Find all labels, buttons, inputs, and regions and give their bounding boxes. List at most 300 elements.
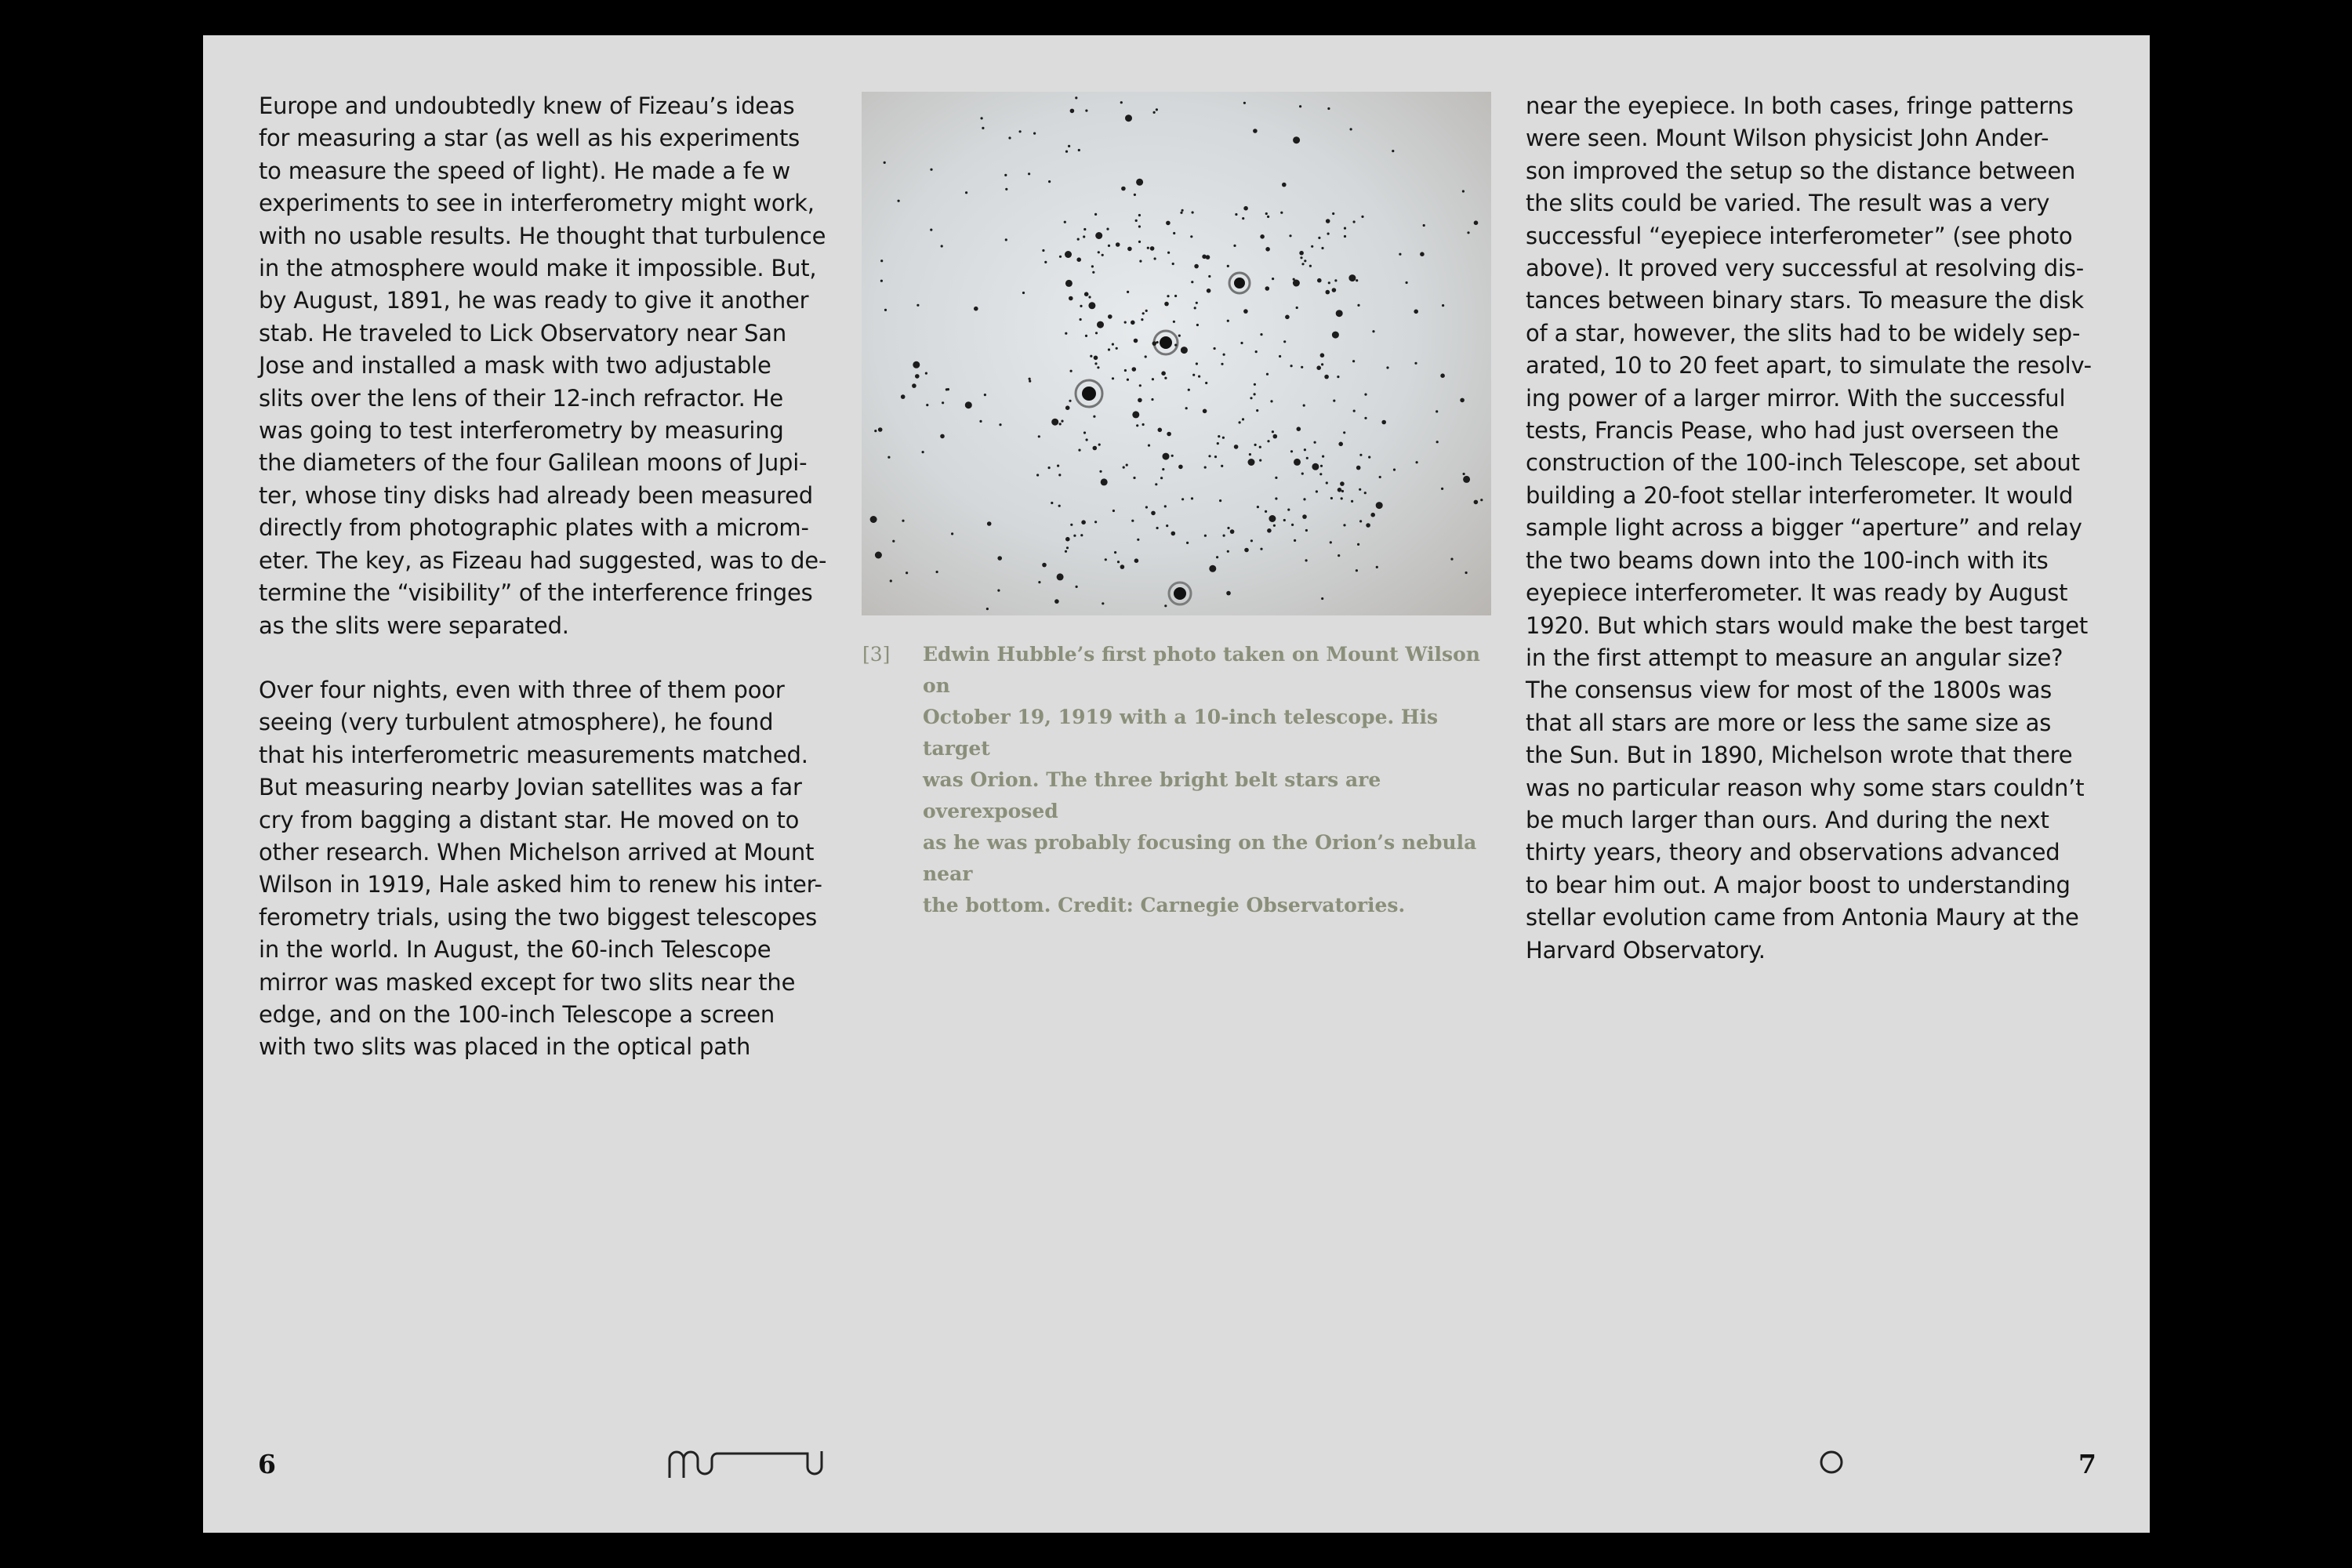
star-dot	[1359, 488, 1361, 491]
star-dot	[1227, 527, 1229, 529]
star-dot	[1296, 307, 1298, 309]
star-dot	[1172, 263, 1174, 265]
star-dot	[1028, 172, 1030, 175]
star-dot	[1348, 274, 1356, 281]
star-dot	[1133, 477, 1135, 479]
star-dot	[1321, 363, 1323, 365]
star-dot	[965, 401, 972, 408]
star-dot	[1085, 335, 1087, 337]
star-dot	[1216, 556, 1218, 558]
star-dot	[1094, 521, 1097, 523]
star-dot	[1202, 255, 1207, 260]
star-dot	[880, 260, 883, 262]
star-dot	[1068, 145, 1070, 147]
star-dot	[1132, 411, 1139, 418]
star-dot	[1097, 366, 1099, 368]
star-dot	[1192, 374, 1195, 376]
star-dot	[1301, 473, 1304, 475]
star-dot	[1191, 497, 1193, 499]
star-dot	[1138, 214, 1141, 216]
star-dot	[1094, 362, 1097, 365]
star-dot	[1270, 400, 1272, 402]
star-dot	[1088, 302, 1095, 309]
star-dot	[1290, 450, 1293, 452]
star-dot	[1054, 599, 1059, 604]
star-dot	[1338, 488, 1342, 492]
star-dot	[1156, 527, 1159, 529]
star-dot	[1164, 302, 1169, 307]
star-dot	[1138, 225, 1141, 227]
publisher-logo-mark	[668, 1448, 829, 1479]
star-dot	[1204, 535, 1207, 537]
star-dot	[1305, 529, 1308, 532]
star-dot	[1208, 455, 1210, 457]
star-dot	[1320, 465, 1323, 467]
star-dot	[1301, 263, 1304, 265]
star-dot	[1065, 550, 1067, 553]
star-dot	[1392, 150, 1394, 152]
star-dot	[1022, 292, 1025, 294]
star-dot	[1174, 344, 1177, 347]
star-dot	[1116, 242, 1120, 247]
star-dot	[1134, 194, 1136, 196]
star-dot	[1064, 221, 1066, 223]
star-dot	[1442, 304, 1444, 307]
star-dot	[1223, 535, 1225, 537]
star-dot	[1160, 477, 1163, 479]
star-dot	[1138, 241, 1141, 243]
star-dot	[1094, 356, 1098, 361]
star-dot	[1116, 347, 1118, 350]
star-dot	[1351, 500, 1353, 503]
star-dot	[1101, 478, 1108, 485]
star-dot	[930, 229, 932, 231]
star-dot	[1338, 554, 1340, 557]
star-dot	[1191, 281, 1193, 283]
star-dot	[1167, 252, 1170, 254]
star-dot	[1436, 441, 1439, 443]
star-dot	[1161, 371, 1166, 376]
star-dot	[1293, 280, 1300, 287]
star-dot	[1265, 247, 1270, 252]
star-dot	[1309, 265, 1312, 267]
star-dot	[1294, 539, 1296, 542]
star-dot	[1141, 318, 1143, 321]
star-dot	[1267, 528, 1272, 533]
star-dot	[1406, 281, 1408, 284]
star-dot	[1242, 217, 1244, 220]
star-dot	[1338, 442, 1343, 447]
star-dot	[1186, 542, 1189, 544]
star-dot	[1332, 212, 1334, 215]
star-dot	[1239, 421, 1241, 423]
star-dot	[1075, 96, 1077, 99]
star-dot	[1181, 209, 1184, 212]
star-dot	[1319, 473, 1322, 475]
star-dot	[1423, 224, 1425, 227]
star-dot	[1356, 569, 1358, 572]
star-dot	[1112, 377, 1114, 379]
star-dot	[1155, 483, 1157, 485]
star-dot	[1359, 454, 1362, 456]
star-dot	[1173, 321, 1175, 323]
star-dot	[1316, 490, 1318, 492]
star-dot	[1214, 456, 1217, 458]
orion-star-field-photo	[862, 92, 1491, 615]
star-dot	[1304, 448, 1306, 451]
star-dot	[1058, 474, 1061, 476]
star-dot	[1324, 375, 1329, 379]
star-dot	[1058, 505, 1061, 507]
figure-number: [3]	[862, 643, 891, 666]
star-dot	[1353, 410, 1356, 412]
star-dot	[1163, 453, 1170, 460]
star-dot	[1066, 546, 1069, 549]
star-dot	[1244, 548, 1249, 553]
star-dot	[1121, 187, 1126, 191]
star-dot	[1289, 234, 1291, 237]
star-dot	[987, 521, 992, 526]
star-dot	[1250, 397, 1252, 399]
star-dot	[1102, 602, 1104, 604]
star-dot	[1151, 398, 1153, 401]
star-dot	[1097, 321, 1104, 328]
star-dot	[1227, 265, 1229, 267]
star-dot	[1152, 341, 1157, 346]
star-dot	[1257, 506, 1259, 508]
star-dot	[901, 394, 906, 399]
star-dot	[974, 307, 978, 311]
star-dot	[1005, 238, 1007, 241]
star-dot	[1219, 499, 1221, 502]
star-dot	[1330, 497, 1333, 499]
star-dot	[1314, 441, 1316, 444]
star-dot	[1102, 254, 1104, 256]
star-dot	[1312, 463, 1319, 470]
star-dot	[1399, 253, 1401, 256]
star-dot	[1048, 466, 1051, 469]
star-dot	[1070, 524, 1073, 526]
star-dot	[1381, 420, 1386, 425]
star-dot	[1078, 449, 1080, 452]
star-dot	[1366, 523, 1370, 528]
star-dot	[1343, 431, 1345, 434]
star-dot	[1173, 232, 1175, 234]
star-dot	[1243, 206, 1248, 211]
star-dot	[1372, 330, 1374, 332]
star-dot	[1291, 524, 1294, 526]
star-dot	[875, 552, 882, 559]
star-dot	[1267, 440, 1269, 442]
star-dot	[1386, 366, 1388, 368]
star-dot	[1108, 245, 1110, 247]
star-dot	[1260, 333, 1262, 336]
star-dot	[1222, 437, 1225, 439]
star-dot	[1204, 466, 1207, 469]
star-dot	[1267, 216, 1269, 218]
star-dot	[1304, 260, 1306, 262]
right-page-number: 7	[2078, 1449, 2096, 1479]
star-dot	[1287, 509, 1290, 511]
star-dot	[1353, 220, 1356, 223]
star-dot	[1340, 481, 1345, 486]
star-dot	[1086, 438, 1088, 441]
star-dot	[1127, 247, 1132, 252]
star-dot	[1166, 221, 1171, 226]
star-dot	[1065, 280, 1073, 287]
star-dot	[1033, 132, 1036, 135]
figure-caption-text: Edwin Hubble’s first photo taken on Mount Wilson on October 19, 1919 with a 10-inch telescope. His target was Orion. The three bright belt stars are overexposed as he was probably focusing on the Orion’s nebula near the bottom. Credit: Carnegie Observatories.	[923, 643, 1480, 916]
star-dot	[1254, 393, 1256, 395]
star-dot	[942, 401, 944, 404]
star-dot	[1265, 212, 1268, 215]
star-dot	[965, 191, 967, 194]
star-dot	[1108, 314, 1112, 319]
book-spread	[203, 35, 2150, 1533]
star-dot	[1209, 565, 1216, 572]
star-dot	[915, 374, 920, 379]
star-dot	[1077, 238, 1080, 241]
star-dot	[1083, 235, 1085, 238]
star-dot	[1254, 444, 1257, 446]
star-dot	[1151, 511, 1156, 516]
star-dot	[1303, 405, 1305, 407]
star-dot	[1164, 505, 1167, 507]
star-dot	[1134, 558, 1139, 563]
star-dot	[1029, 380, 1031, 383]
star-dot	[1326, 481, 1328, 484]
star-dot	[1253, 129, 1258, 133]
star-dot	[1226, 591, 1231, 596]
star-dot	[1248, 459, 1255, 466]
star-dot	[930, 169, 932, 171]
star-dot	[1357, 543, 1359, 546]
star-dot	[1038, 581, 1040, 583]
star-dot	[1326, 219, 1330, 223]
star-dot	[1273, 524, 1276, 527]
star-dot	[1092, 271, 1094, 274]
star-dot	[1227, 320, 1229, 322]
star-dot	[1303, 498, 1305, 500]
star-dot	[1218, 435, 1220, 437]
star-dot	[1048, 180, 1051, 183]
star-dot	[916, 304, 919, 307]
star-dot	[1214, 347, 1216, 350]
star-dot	[1327, 107, 1330, 110]
star-dot	[1259, 459, 1261, 462]
star-dot	[1099, 470, 1102, 473]
star-dot	[1343, 524, 1345, 526]
star-dot	[1243, 102, 1246, 104]
star-dot	[1008, 136, 1011, 139]
star-dot	[1356, 466, 1361, 470]
star-dot	[1414, 310, 1418, 314]
star-dot	[1076, 586, 1078, 588]
star-dot	[1480, 499, 1483, 501]
star-dot	[1364, 394, 1367, 396]
star-dot	[1196, 324, 1199, 326]
star-dot	[1311, 245, 1313, 248]
star-dot	[1105, 558, 1107, 561]
star-dot	[913, 361, 920, 368]
star-dot	[1070, 109, 1075, 114]
right-text-column	[1526, 90, 2098, 967]
star-dot	[1321, 597, 1323, 600]
star-dot	[1150, 246, 1155, 251]
star-dot	[1474, 500, 1479, 505]
star-dot	[1332, 288, 1337, 292]
star-dot	[1084, 292, 1089, 296]
background-stars	[870, 96, 1483, 610]
star-dot	[1326, 290, 1330, 295]
star-dot	[884, 309, 887, 311]
star-dot	[1364, 492, 1367, 494]
star-dot	[1051, 502, 1053, 504]
star-dot	[1221, 363, 1223, 365]
star-dot	[1059, 256, 1062, 258]
star-dot	[1154, 257, 1156, 260]
star-dot	[922, 451, 924, 453]
star-dot	[1266, 373, 1269, 376]
star-dot	[902, 520, 904, 522]
star-dot	[1450, 558, 1453, 561]
star-dot	[1301, 366, 1303, 368]
star-dot	[1132, 367, 1137, 372]
left-paragraph-2: Over four nights, even with three of them poor seeing (very turbulent atmosphere), he found that his interferometric measurements matched. But measuring nearby Jovian satellites was a far cry from bagging a distant star. He moved on to other research. When Michelson arrived at Mount Wilson in 1919, Hale asked him to renew his inter- ferometry trials, using the two biggest telescopes in the world. In August, the 60-inch Telescope mirror was masked except for two slits near the edge, and on the 100-inch Telescope a screen with two slits was placed in the optical path	[259, 676, 822, 1061]
star-dot	[1356, 279, 1358, 281]
star-dot	[1078, 149, 1080, 151]
star-dot	[1260, 548, 1262, 550]
star-dot	[1234, 445, 1239, 449]
star-dot	[1305, 559, 1308, 561]
star-dot	[1327, 233, 1330, 235]
star-dot	[1145, 310, 1148, 312]
star-dot	[1249, 453, 1251, 456]
star-dot	[1080, 534, 1083, 536]
star-dot	[1416, 461, 1418, 463]
star-dot	[1139, 384, 1142, 387]
star-dot	[1352, 360, 1355, 362]
left-page-number: 6	[258, 1449, 276, 1479]
star-dot	[1361, 216, 1363, 218]
star-dot	[1194, 307, 1196, 309]
star-dot	[1127, 291, 1129, 293]
star-dot	[1098, 251, 1100, 253]
star-dot	[1217, 442, 1219, 445]
star-dot	[1083, 431, 1086, 434]
star-dot	[1148, 445, 1150, 447]
star-dot	[1042, 563, 1047, 568]
star-dot	[1233, 245, 1236, 247]
star-dot	[1285, 315, 1290, 320]
star-dot	[1364, 417, 1367, 419]
star-dot	[1180, 212, 1182, 214]
star-dot	[1357, 304, 1359, 307]
star-dot	[1467, 231, 1469, 234]
star-dot	[1065, 151, 1068, 153]
star-dot	[1328, 281, 1330, 284]
star-dot	[1131, 321, 1135, 325]
star-dot	[1051, 419, 1058, 426]
star-dot	[1341, 490, 1344, 492]
star-dot	[1227, 550, 1229, 553]
star-dot	[1070, 370, 1073, 372]
star-dot	[1265, 510, 1267, 513]
star-dot	[982, 127, 984, 129]
star-dot	[986, 608, 989, 610]
star-dot	[1376, 566, 1378, 568]
star-dot	[997, 590, 1000, 592]
star-dot	[1300, 256, 1302, 259]
star-dot	[1158, 428, 1163, 433]
star-dot	[1120, 564, 1125, 569]
star-dot	[887, 456, 890, 459]
star-dot	[1290, 365, 1293, 367]
star-dot	[1259, 446, 1261, 448]
star-dot	[925, 372, 927, 375]
star-dot	[1318, 237, 1320, 239]
star-dot	[1272, 430, 1274, 433]
star-dot	[1196, 302, 1198, 304]
star-dot	[979, 420, 982, 423]
star-dot	[1135, 220, 1138, 222]
star-dot	[1138, 398, 1142, 403]
star-dot	[1297, 426, 1301, 431]
star-dot	[1029, 378, 1031, 380]
star-dot	[1136, 424, 1138, 426]
star-dot	[1112, 510, 1115, 512]
star-dot	[1250, 539, 1253, 542]
star-dot	[1081, 520, 1086, 524]
star-dot	[1317, 278, 1322, 283]
star-dot	[926, 404, 928, 406]
star-dot	[1344, 235, 1346, 238]
star-dot	[1083, 228, 1086, 230]
star-dot	[1320, 353, 1325, 358]
star-dot	[1256, 409, 1258, 412]
star-dot	[1272, 278, 1274, 280]
star-dot	[1098, 444, 1101, 446]
star-dot	[999, 423, 1001, 426]
star-dot	[1344, 227, 1346, 230]
star-dot	[1275, 477, 1277, 479]
star-dot	[1393, 469, 1396, 471]
star-dot	[1145, 355, 1147, 358]
star-dot	[984, 394, 986, 396]
star-dot	[1255, 350, 1258, 353]
star-dot	[1123, 466, 1125, 469]
star-dot	[1038, 435, 1040, 437]
star-dot	[890, 579, 892, 582]
star-dot	[1265, 286, 1270, 291]
star-dot	[1080, 318, 1082, 321]
star-dot	[997, 556, 1002, 561]
star-dot	[1166, 524, 1168, 527]
star-dot	[1463, 476, 1470, 483]
star-dot	[1145, 506, 1148, 508]
star-dot	[1091, 265, 1094, 267]
star-dot	[1441, 488, 1443, 490]
star-dot	[880, 280, 883, 282]
star-dot	[1164, 604, 1167, 607]
star-dot	[1069, 400, 1071, 402]
star-dot	[1095, 232, 1102, 239]
star-dot	[1142, 312, 1145, 314]
star-dot	[892, 540, 895, 543]
star-dot	[1139, 260, 1142, 263]
star-dot	[912, 383, 916, 388]
star-dot	[1280, 212, 1283, 214]
